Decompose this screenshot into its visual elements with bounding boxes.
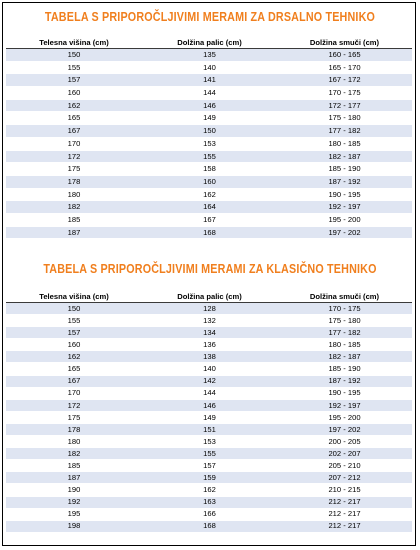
- ski-length-cell: 165 - 170: [277, 61, 412, 74]
- ski-length-cell: 190 - 195: [277, 387, 412, 399]
- pole-length-cell: 155: [142, 448, 277, 460]
- ski-length-cell: 207 - 212: [277, 472, 412, 484]
- table-row: [6, 436, 412, 448]
- table-row: [6, 363, 412, 375]
- height-cell: 155: [6, 315, 142, 327]
- ski-length-cell: 180 - 185: [277, 339, 412, 351]
- ski-length-cell: 177 - 182: [277, 327, 412, 339]
- ski-length-cell: 212 - 217: [277, 520, 412, 532]
- ski-length-cell: 172 - 177: [277, 99, 412, 112]
- table-row: [6, 61, 412, 74]
- height-cell: 170: [6, 387, 142, 399]
- height-cell: 162: [6, 351, 142, 363]
- table-row: [6, 213, 412, 226]
- pole-length-cell: 150: [142, 125, 277, 138]
- height-cell: 160: [6, 339, 142, 351]
- height-cell: 195: [6, 508, 142, 520]
- table-row: [6, 188, 412, 201]
- ski-length-cell: 185 - 190: [277, 163, 412, 176]
- pole-length-cell: 144: [142, 87, 277, 100]
- pole-length-cell: 153: [142, 137, 277, 150]
- skating-table-title: TABELA S PRIPOROČLJIVIMI MERAMI ZA DRSALNO TEHNIKO: [44, 10, 376, 24]
- height-cell: 167: [6, 375, 142, 387]
- classic-table-body: [6, 303, 412, 533]
- height-cell: 185: [6, 213, 142, 226]
- pole-length-cell: 146: [142, 399, 277, 411]
- table-row: [6, 125, 412, 138]
- ski-length-cell: 167 - 172: [277, 74, 412, 87]
- pole-length-cell: 144: [142, 387, 277, 399]
- pole-length-cell: 135: [142, 49, 277, 62]
- ski-length-cell: 182 - 187: [277, 351, 412, 363]
- column-header-ski-length: Dolžina smuči (cm): [277, 291, 412, 303]
- ski-length-cell: 195 - 200: [277, 411, 412, 423]
- height-cell: 190: [6, 484, 142, 496]
- column-header-height: Telesna višina (cm): [6, 37, 142, 49]
- table-row: [6, 201, 412, 214]
- height-cell: 182: [6, 201, 142, 214]
- pole-length-cell: 142: [142, 375, 277, 387]
- pole-length-cell: 146: [142, 99, 277, 112]
- pole-length-cell: 166: [142, 508, 277, 520]
- table-row: [6, 520, 412, 532]
- ski-length-cell: 197 - 202: [277, 423, 412, 435]
- table-row: [6, 484, 412, 496]
- table-row: [6, 339, 412, 351]
- pole-length-cell: 149: [142, 112, 277, 125]
- ski-length-cell: 187 - 192: [277, 375, 412, 387]
- table-row: [6, 49, 412, 62]
- ski-length-cell: 182 - 187: [277, 150, 412, 163]
- column-header-pole-length: Dolžina palic (cm): [142, 291, 277, 303]
- ski-length-cell: 197 - 202: [277, 226, 412, 239]
- column-header-pole-length: Dolžina palic (cm): [142, 37, 277, 49]
- column-header-height: Telesna višina (cm): [6, 291, 142, 303]
- ski-length-cell: 190 - 195: [277, 188, 412, 201]
- ski-length-cell: 212 - 217: [277, 508, 412, 520]
- ski-length-cell: 170 - 175: [277, 87, 412, 100]
- height-cell: 187: [6, 472, 142, 484]
- height-cell: 198: [6, 520, 142, 532]
- table-row: [6, 163, 412, 176]
- table-row: [6, 150, 412, 163]
- ski-length-cell: 202 - 207: [277, 448, 412, 460]
- ski-length-cell: 192 - 197: [277, 201, 412, 214]
- pole-length-cell: 132: [142, 315, 277, 327]
- table-row: [6, 327, 412, 339]
- height-cell: 165: [6, 112, 142, 125]
- height-cell: 150: [6, 49, 142, 62]
- height-cell: 157: [6, 327, 142, 339]
- height-cell: 172: [6, 150, 142, 163]
- classic-table-title: TABELA S PRIPOROČLJIVIMI MERAMI ZA KLASIČNO TEHNIKO: [43, 262, 377, 276]
- table-row: [6, 99, 412, 112]
- height-cell: 160: [6, 87, 142, 100]
- table-row: [6, 74, 412, 87]
- table-row: [6, 399, 412, 411]
- height-cell: 172: [6, 399, 142, 411]
- height-cell: 162: [6, 99, 142, 112]
- ski-length-cell: 185 - 190: [277, 363, 412, 375]
- pole-length-cell: 153: [142, 436, 277, 448]
- ski-length-cell: 187 - 192: [277, 175, 412, 188]
- ski-length-cell: 170 - 175: [277, 303, 412, 315]
- table-row: [6, 351, 412, 363]
- pole-length-cell: 168: [142, 226, 277, 239]
- ski-length-cell: 192 - 197: [277, 399, 412, 411]
- table-row: [6, 508, 412, 520]
- pole-length-cell: 159: [142, 472, 277, 484]
- ski-length-cell: 212 - 217: [277, 496, 412, 508]
- column-header-ski-length: Dolžina smuči (cm): [277, 37, 412, 49]
- table-header-row: [6, 291, 412, 303]
- table-row: [6, 87, 412, 100]
- classic-technique-table: [6, 291, 412, 533]
- pole-length-cell: 167: [142, 213, 277, 226]
- ski-length-cell: 160 - 165: [277, 49, 412, 62]
- table-row: [6, 315, 412, 327]
- ski-length-cell: 177 - 182: [277, 125, 412, 138]
- table-row: [6, 423, 412, 435]
- table-row: [6, 226, 412, 239]
- pole-length-cell: 128: [142, 303, 277, 315]
- pole-length-cell: 134: [142, 327, 277, 339]
- table-row: [6, 411, 412, 423]
- height-cell: 150: [6, 303, 142, 315]
- pole-length-cell: 136: [142, 339, 277, 351]
- height-cell: 178: [6, 175, 142, 188]
- height-cell: 182: [6, 448, 142, 460]
- height-cell: 178: [6, 423, 142, 435]
- table-row: [6, 112, 412, 125]
- height-cell: 180: [6, 188, 142, 201]
- ski-length-cell: 205 - 210: [277, 460, 412, 472]
- pole-length-cell: 160: [142, 175, 277, 188]
- table-row: [6, 496, 412, 508]
- ski-length-cell: 180 - 185: [277, 137, 412, 150]
- pole-length-cell: 141: [142, 74, 277, 87]
- pole-length-cell: 163: [142, 496, 277, 508]
- skating-technique-table: [6, 37, 412, 239]
- pole-length-cell: 168: [142, 520, 277, 532]
- pole-length-cell: 140: [142, 363, 277, 375]
- ski-length-cell: 195 - 200: [277, 213, 412, 226]
- pole-length-cell: 157: [142, 460, 277, 472]
- height-cell: 192: [6, 496, 142, 508]
- pole-length-cell: 149: [142, 411, 277, 423]
- table-row: [6, 448, 412, 460]
- height-cell: 187: [6, 226, 142, 239]
- height-cell: 157: [6, 74, 142, 87]
- ski-length-cell: 210 - 215: [277, 484, 412, 496]
- table-row: [6, 175, 412, 188]
- ski-length-cell: 200 - 205: [277, 436, 412, 448]
- table-header-row: [6, 37, 412, 49]
- pole-length-cell: 162: [142, 188, 277, 201]
- height-cell: 185: [6, 460, 142, 472]
- pole-length-cell: 151: [142, 423, 277, 435]
- skating-table-body: [6, 49, 412, 239]
- table-row: [6, 137, 412, 150]
- height-cell: 167: [6, 125, 142, 138]
- pole-length-cell: 158: [142, 163, 277, 176]
- pole-length-cell: 140: [142, 61, 277, 74]
- table-row: [6, 460, 412, 472]
- table-row: [6, 472, 412, 484]
- table-row: [6, 387, 412, 399]
- table-row: [6, 375, 412, 387]
- height-cell: 180: [6, 436, 142, 448]
- height-cell: 170: [6, 137, 142, 150]
- height-cell: 165: [6, 363, 142, 375]
- table-row: [6, 303, 412, 315]
- height-cell: 155: [6, 61, 142, 74]
- ski-length-cell: 175 - 180: [277, 112, 412, 125]
- height-cell: 175: [6, 411, 142, 423]
- ski-length-cell: 175 - 180: [277, 315, 412, 327]
- pole-length-cell: 162: [142, 484, 277, 496]
- pole-length-cell: 138: [142, 351, 277, 363]
- pole-length-cell: 164: [142, 201, 277, 214]
- height-cell: 175: [6, 163, 142, 176]
- pole-length-cell: 155: [142, 150, 277, 163]
